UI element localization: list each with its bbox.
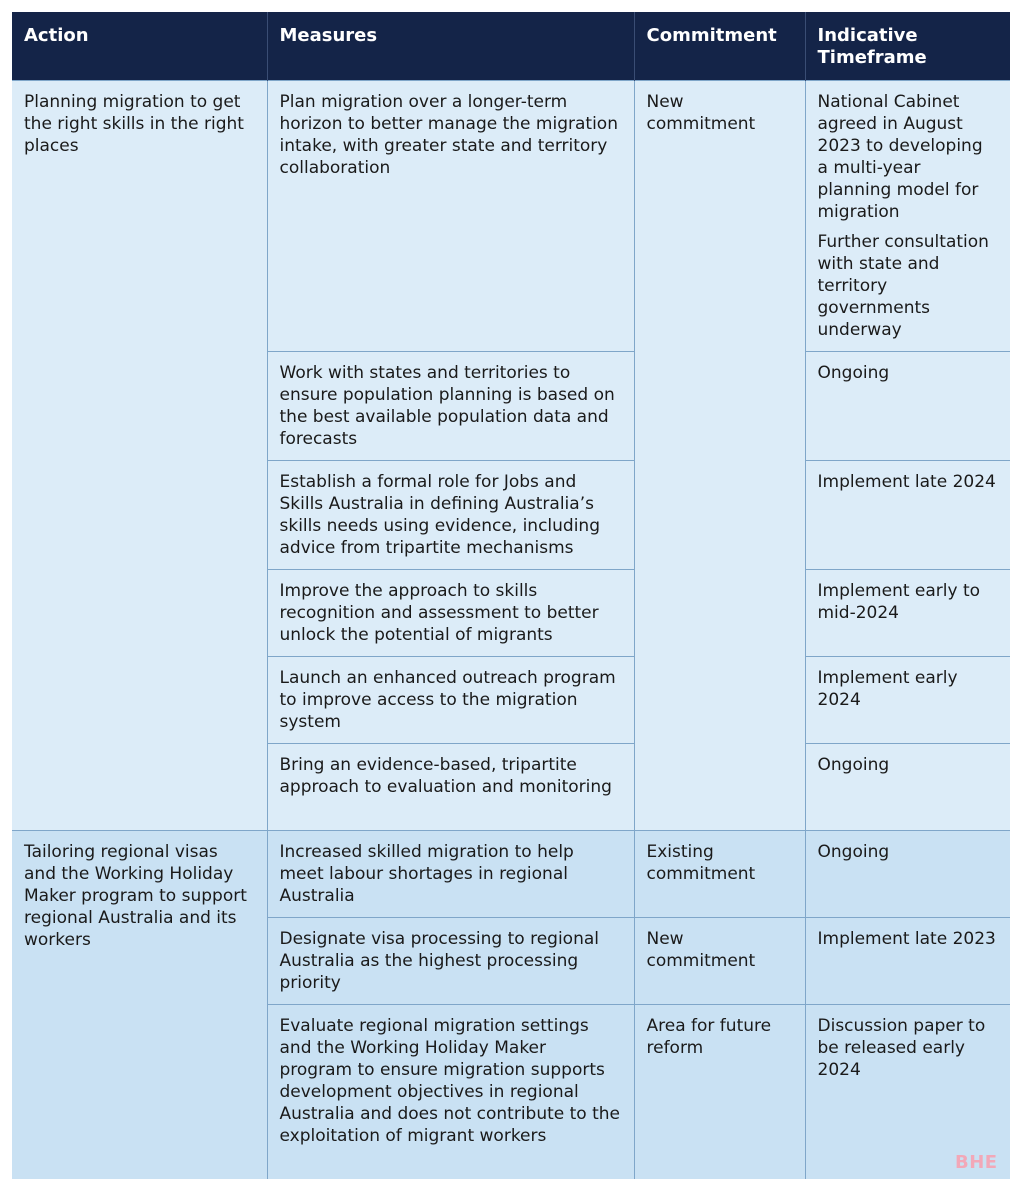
header-measures: Measures (267, 12, 634, 81)
action-cell: Planning migration to get the right skills in the right places (12, 81, 267, 831)
policy-table (12, 12, 1010, 1179)
commitment-cell: Area for future reform (634, 1005, 805, 1180)
measure-cell: Increased skilled migration to help meet labour shortages in regional Australia (267, 831, 634, 918)
table-row (12, 81, 1010, 352)
commitment-cell: New commitment (634, 81, 805, 831)
header-commitment: Commitment (634, 12, 805, 81)
timeframe-cell: Ongoing (805, 352, 1010, 461)
timeframe-cell (805, 81, 1010, 352)
timeframe-text: Further consultation with state and territory governments underway (817, 232, 989, 340)
commitment-cell: Existing commitment (634, 831, 805, 918)
timeframe-cell: Ongoing (805, 831, 1010, 918)
timeframe-cell: Implement late 2023 (805, 918, 1010, 1005)
table-row (12, 831, 1010, 918)
timeframe-cell: Implement early 2024 (805, 657, 1010, 744)
timeframe-cell: Ongoing (805, 744, 1010, 831)
measure-cell: Improve the approach to skills recognition and assessment to better unlock the potential of migrants (267, 570, 634, 657)
timeframe-cell: Discussion paper to be released early 2024 (805, 1005, 1010, 1180)
measure-cell: Launch an enhanced outreach program to improve access to the migration system (267, 657, 634, 744)
measure-cell: Designate visa processing to regional Australia as the highest processing priority (267, 918, 634, 1005)
timeframe-cell: Implement late 2024 (805, 461, 1010, 570)
measure-cell: Work with states and territories to ensure population planning is based on the best available population data and forecasts (267, 352, 634, 461)
timeframe-cell: Implement early to mid-2024 (805, 570, 1010, 657)
measure-cell: Plan migration over a longer-term horizon to better manage the migration intake, with greater state and territory collaboration (267, 81, 634, 352)
header-timeframe: Indicative Timeframe (805, 12, 1010, 81)
watermark-logo: BHE (955, 1152, 998, 1173)
timeframe-text: National Cabinet agreed in August 2023 to developing a multi-year planning model for migration (817, 92, 983, 222)
header-action: Action (12, 12, 267, 81)
header-row (12, 12, 1010, 81)
measure-cell: Evaluate regional migration settings and the Working Holiday Maker program to ensure migration supports development objectives in regional Australia and does not contribute to the exploitation of migrant workers (267, 1005, 634, 1180)
measure-cell: Bring an evidence-based, tripartite approach to evaluation and monitoring (267, 744, 634, 831)
commitment-cell: New commitment (634, 918, 805, 1005)
table-header (12, 12, 1010, 81)
action-cell: Tailoring regional visas and the Working Holiday Maker program to support regional Australia and its workers (12, 831, 267, 1180)
measure-cell: Establish a formal role for Jobs and Skills Australia in defining Australia’s skills needs using evidence, including advice from tripartite mechanisms (267, 461, 634, 570)
